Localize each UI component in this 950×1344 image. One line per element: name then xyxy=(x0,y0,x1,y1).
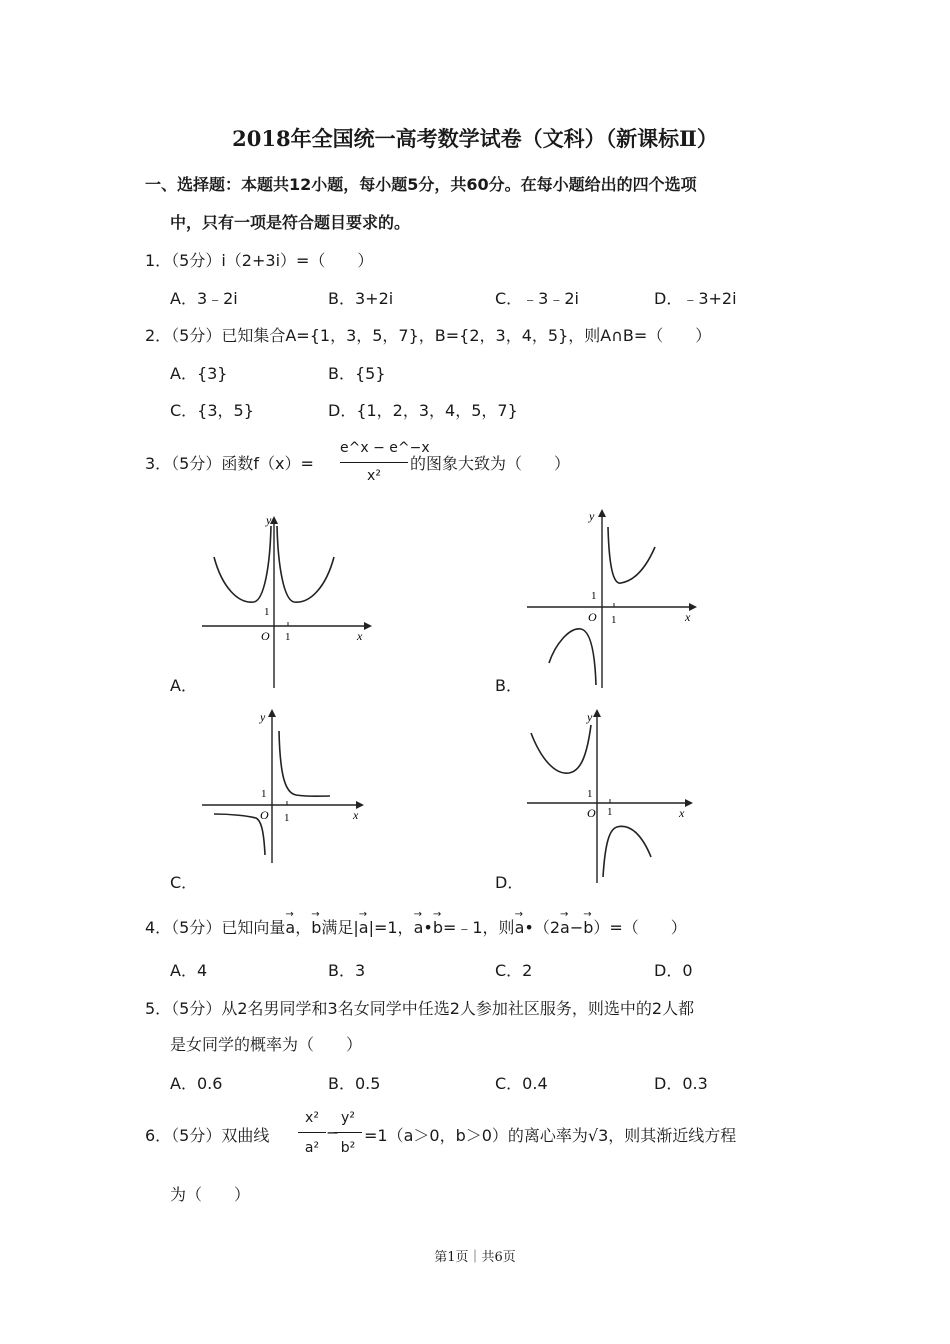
q6-fraction-y-num: y² xyxy=(341,1110,355,1126)
q6-fraction-x-den: a² xyxy=(304,1140,320,1156)
q6-fraction-y-den: b² xyxy=(340,1140,356,1156)
vector-arrow-icon: → xyxy=(560,909,569,920)
axis-x-label: x xyxy=(357,629,363,643)
vector-b: → b xyxy=(432,909,443,937)
q3-denominator: x² xyxy=(367,468,381,484)
vector-a: → a xyxy=(413,909,424,937)
section-heading-line1: 一、选择题：本题共12小题，每小题5分，共60分。在每小题给出的四个选项 xyxy=(145,175,697,194)
graph-a[interactable] xyxy=(200,512,375,690)
q1-option-a: A．3﹣2i xyxy=(170,289,238,308)
graph-c[interactable] xyxy=(200,705,370,865)
q3-option-d: D． xyxy=(495,873,524,892)
q4-prefix: 4．（5分）已知向量 xyxy=(145,918,286,937)
tick-x-label: 1 xyxy=(611,614,617,626)
q6-stem-line2: 为（ ） xyxy=(170,1185,251,1204)
q3-option-a: A． xyxy=(170,676,197,695)
q3-numerator: e^x − e^−x xyxy=(340,440,430,456)
vector-arrow-icon: → xyxy=(583,909,592,920)
q2-option-d: D．{1，2，3，4，5，7} xyxy=(328,401,518,420)
fraction-bar xyxy=(334,1132,362,1133)
axis-y-label: y xyxy=(589,509,595,523)
q1-stem: 1．（5分）i（2+3i）=（ ） xyxy=(145,251,374,270)
q5-stem-line2: 是女同学的概率为（ ） xyxy=(170,1035,363,1054)
vector-arrow-icon: → xyxy=(358,909,368,920)
vector-b: → b xyxy=(311,909,322,937)
q5-stem-line1: 5．（5分）从2名男同学和3名女同学中任选2人参加社区服务，则选中的2人都 xyxy=(145,999,695,1018)
origin-label: O xyxy=(588,610,597,624)
origin-label: O xyxy=(587,806,596,820)
q3-option-c: C． xyxy=(170,873,198,892)
q3-option-b: B． xyxy=(495,676,522,695)
tick-x-label: 1 xyxy=(607,806,613,818)
q4-option-d: D．0 xyxy=(654,961,693,980)
q2-option-b: B．{5} xyxy=(328,364,386,383)
q6-fraction-y xyxy=(334,1110,362,1162)
vector-a: → a xyxy=(514,909,525,937)
q6-fraction-x-num: x² xyxy=(305,1110,319,1126)
vector-arrow-icon: → xyxy=(432,909,442,920)
q2-option-a: A．{3} xyxy=(170,364,228,383)
q1-option-b: B．3+2i xyxy=(328,289,394,308)
vector-arrow-icon: → xyxy=(285,909,294,920)
fraction-bar xyxy=(298,1132,326,1133)
q6-prefix: 6．（5分）双曲线 xyxy=(145,1126,270,1145)
q2-option-c: C．{3，5} xyxy=(170,401,254,420)
vector-arrow-icon: → xyxy=(311,909,320,920)
graph-b[interactable] xyxy=(525,505,705,690)
axis-y-label: y xyxy=(260,710,266,724)
vector-a: → a xyxy=(358,909,369,937)
q3-fraction xyxy=(340,440,430,490)
q5-option-d: D．0.3 xyxy=(654,1074,708,1093)
q6-stem-mid: =1（a＞0，b＞0）的离心率为√3，则其渐近线方程 xyxy=(364,1126,737,1145)
q4-stem: 4．（5分）已知向量 → a， → b满足| → a|=1， → a• → b=﹣1，则 → a•（2 → a− → b）=（ ） xyxy=(145,909,687,937)
q3-prefix: 3．（5分）函数f（x）= xyxy=(145,454,314,473)
q1-option-d: D．﹣3+2i xyxy=(654,289,737,308)
tick-y-label: 1 xyxy=(261,788,267,800)
axis-y-label: y xyxy=(587,710,593,724)
q4-option-b: B．3 xyxy=(328,961,366,980)
q5-option-c: C．0.4 xyxy=(495,1074,548,1093)
q2-stem: 2．（5分）已知集合A={1，3，5，7}，B={2，3，4，5}，则A∩B=（ ） xyxy=(145,326,712,345)
q1-option-c: C．﹣3﹣2i xyxy=(495,289,579,308)
q4-option-c: C．2 xyxy=(495,961,533,980)
origin-label: O xyxy=(261,629,270,643)
q6-fraction-x xyxy=(298,1110,326,1162)
vector-a: → a xyxy=(285,909,296,937)
tick-x-label: 1 xyxy=(285,631,291,643)
fraction-bar xyxy=(340,462,408,463)
axis-y-label: y xyxy=(266,513,272,527)
sqrt-3: √3 xyxy=(587,1126,609,1145)
axis-x-label: x xyxy=(679,806,685,820)
page-title: 2018年全国统一高考数学试卷（文科）（新课标Ⅱ） xyxy=(232,126,718,151)
vector-arrow-icon: → xyxy=(514,909,523,920)
q5-option-a: A．0.6 xyxy=(170,1074,223,1093)
page-footer: 第1页｜共6页 xyxy=(434,1250,516,1265)
tick-y-label: 1 xyxy=(264,606,270,618)
graph-d[interactable] xyxy=(525,705,700,885)
axis-x-label: x xyxy=(685,610,691,624)
section-heading-line2: 中，只有一项是符合题目要求的。 xyxy=(170,213,411,232)
vector-a: → a xyxy=(560,909,570,937)
q5-option-b: B．0.5 xyxy=(328,1074,381,1093)
tick-x-label: 1 xyxy=(284,812,290,824)
tick-y-label: 1 xyxy=(587,788,593,800)
vector-b: → b xyxy=(583,909,594,937)
tick-y-label: 1 xyxy=(591,590,597,602)
origin-label: O xyxy=(260,808,269,822)
q6-minus: − xyxy=(326,1123,340,1142)
q4-option-a: A．4 xyxy=(170,961,208,980)
vector-arrow-icon: → xyxy=(413,909,422,920)
q3-suffix: 的图象大致为（ ） xyxy=(410,454,571,473)
axis-x-label: x xyxy=(353,808,359,822)
